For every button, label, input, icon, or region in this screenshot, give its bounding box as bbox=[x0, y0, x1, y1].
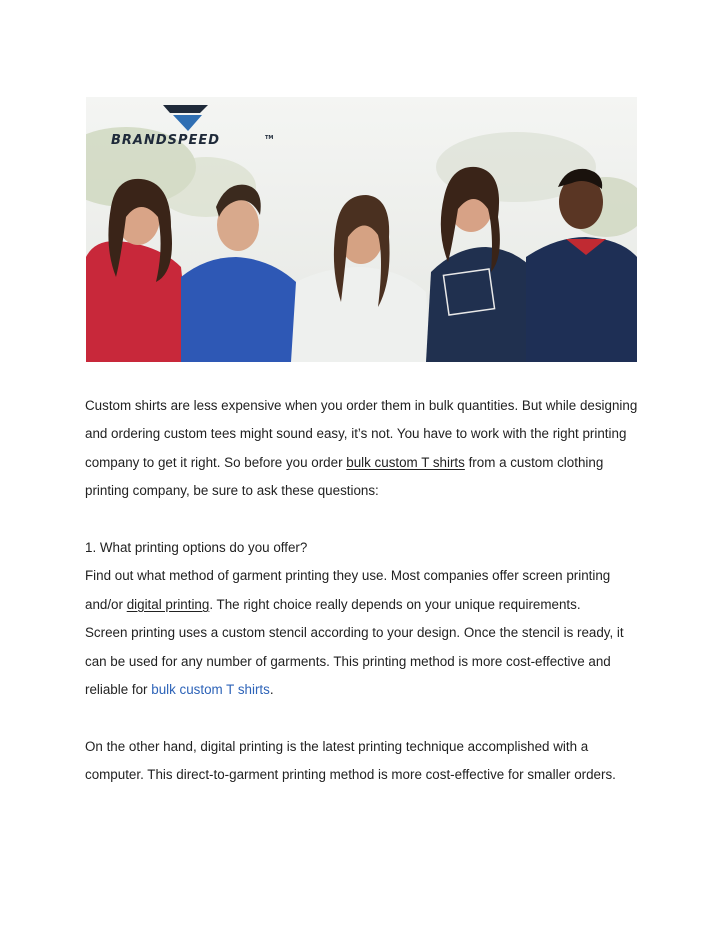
digital-printing-link[interactable]: digital printing bbox=[126, 596, 210, 612]
intro-paragraph bbox=[85, 392, 645, 506]
paragraph-gap bbox=[85, 506, 645, 534]
question-1-heading: 1. What printing options do you offer? bbox=[85, 540, 308, 556]
paragraph-gap bbox=[85, 704, 645, 732]
logo-wordmark: BRANDSPEED bbox=[111, 133, 221, 148]
question-1-paragraph-3: On the other hand, digital printing is the latest printing technique accomplished with a computer. This direct-to-garment printing method is more cost-effective for smaller orders. bbox=[85, 738, 616, 783]
logo-wing-top bbox=[163, 105, 208, 113]
logo-trademark: TM bbox=[265, 135, 274, 141]
q1-p2-text-a: Screen printing uses a custom stencil according to your design. Once the stencil is ready, it can be used for any number of garments. This printing method is more cost-effective and reliable for bbox=[85, 625, 624, 698]
bulk-custom-tshirts-link[interactable]: bulk custom T shirts bbox=[346, 454, 465, 470]
q1-p1-text-a: Find out what method of garment printing they use. Most companies offer screen printing and/or bbox=[85, 568, 611, 612]
intro-text-1: Custom shirts are less expensive when you order them in bulk quantities. But while designing and ordering custom tees might sound easy, it’s not. You have to work with the right printing company to get it right. So before you order bbox=[85, 398, 638, 470]
question-1-paragraph-2 bbox=[85, 619, 645, 704]
article-body bbox=[85, 392, 645, 790]
q1-p1-text-b: . The right choice really depends on your unique requirements. bbox=[209, 596, 581, 612]
bulk-custom-tshirts-link-2[interactable]: bulk custom T shirts bbox=[151, 682, 270, 698]
logo-wing-bottom bbox=[173, 115, 202, 131]
hero-photo bbox=[86, 97, 637, 362]
question-1-paragraph-1 bbox=[85, 562, 645, 619]
q1-p2-text-b: . bbox=[269, 682, 274, 698]
intro-text-2: from a custom clothing printing company, be sure to ask these questions: bbox=[85, 454, 604, 499]
